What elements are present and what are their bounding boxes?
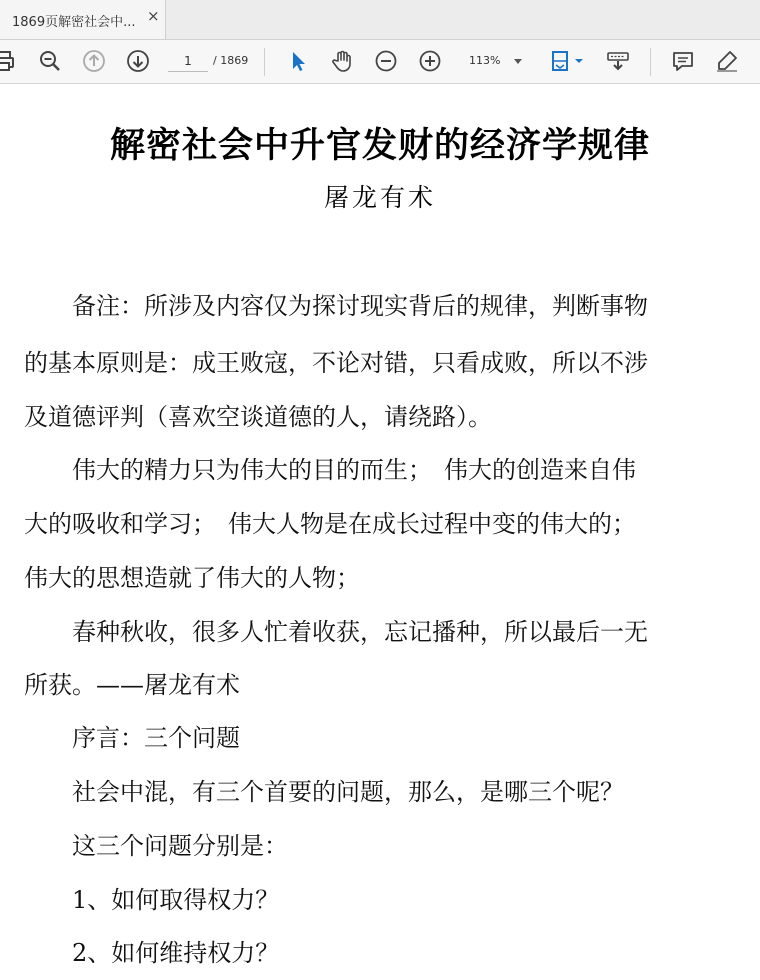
body-line: 伟大的精力只为伟大的目的而生； 伟大的创造来自伟: [24, 456, 636, 484]
zoom-dropdown[interactable]: [460, 50, 532, 72]
body-line: 及道德评判（喜欢空谈道德的人，请绕路）。: [24, 403, 492, 431]
page-total: / 1869: [213, 54, 249, 67]
toolbar: [0, 40, 760, 84]
body-line: 2、如何维持权力？: [24, 939, 280, 967]
toolbar-divider: [650, 48, 651, 76]
tab-title: 1869页解密社会中...: [12, 15, 136, 30]
body-line: 春种秋收，很多人忙着收获，忘记播种，所以最后一无: [24, 618, 648, 646]
body-line: 备注：所涉及内容仅为探讨现实背后的规律，判断事物: [24, 292, 648, 320]
prev-page-icon[interactable]: [82, 49, 106, 73]
document-tab[interactable]: [0, 0, 166, 39]
body-line: 的基本原则是：成王败寇，不论对错，只看成败，所以不涉: [24, 349, 648, 377]
comment-icon[interactable]: [671, 49, 695, 73]
body-line: 社会中混，有三个首要的问题，那么，是哪三个呢？: [24, 778, 624, 806]
document-author: 屠龙有术: [323, 183, 436, 212]
zoom-value: 113%: [469, 54, 501, 67]
zoom-plus-icon[interactable]: [418, 49, 442, 73]
close-tab-icon[interactable]: ×: [147, 7, 160, 25]
body-line: 这三个问题分别是：: [24, 832, 288, 860]
document-title: 解密社会中升官发财的经济学规律: [109, 126, 650, 166]
document-page[interactable]: [0, 84, 760, 980]
toolbar-divider: [264, 48, 265, 76]
body-line: 大的吸收和学习； 伟大人物是在成长过程中变的伟大的；: [24, 510, 636, 538]
chevron-down-icon: [514, 59, 522, 64]
tab-bar: [0, 0, 760, 40]
scroll-mode-icon[interactable]: [606, 49, 630, 73]
body-line: 1、如何取得权力？: [24, 886, 280, 914]
print-icon[interactable]: [0, 49, 16, 73]
body-line: 伟大的思想造就了伟大的人物；: [24, 564, 360, 592]
hand-tool-icon[interactable]: [330, 49, 354, 73]
body-line: 序言：三个问题: [24, 724, 240, 752]
page-number-input[interactable]: [168, 50, 208, 72]
fit-page-icon[interactable]: [550, 49, 584, 73]
body-line: 所获。——屠龙有术: [24, 671, 240, 699]
zoom-minus-icon[interactable]: [374, 49, 398, 73]
highlight-pen-icon[interactable]: [715, 49, 739, 73]
next-page-icon[interactable]: [126, 49, 150, 73]
zoom-search-icon[interactable]: [38, 49, 62, 73]
select-cursor-icon[interactable]: [286, 49, 310, 73]
